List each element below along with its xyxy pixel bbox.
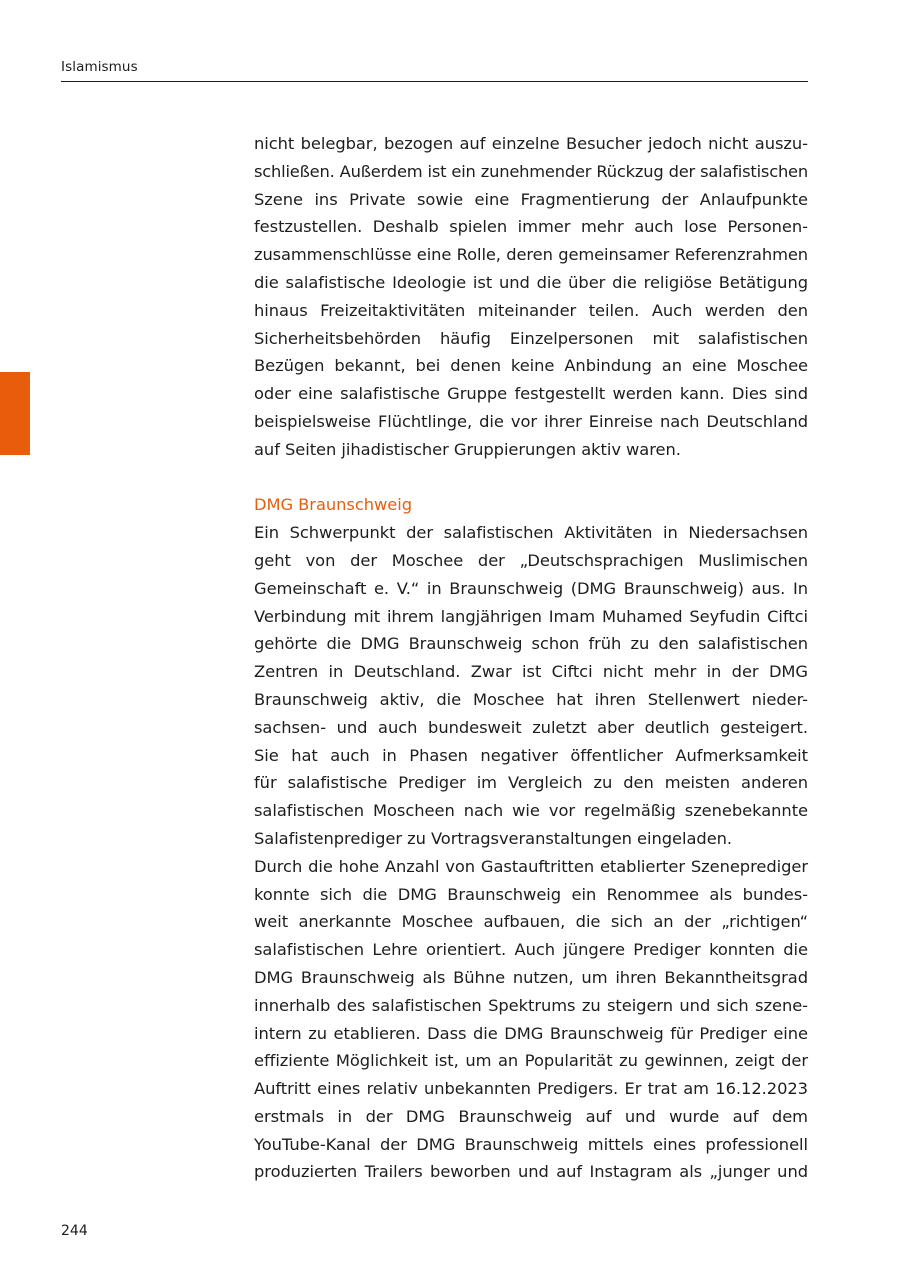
text-line: produzierten Trailers beworben und auf Instagram als „junger und: [254, 1162, 808, 1182]
text-line: Salafistenprediger zu Vortragsveranstaltungen eingeladen.: [254, 828, 733, 848]
text-line: Sicherheitsbehörden häufig Einzelpersonen mit salafistischen: [254, 328, 808, 348]
text-line: zusammenschlüsse eine Rolle, deren gemeinsamer Referenzrahmen: [254, 245, 808, 265]
text-line: DMG Braunschweig als Bühne nutzen, um ihren Bekanntheitsgrad: [254, 967, 808, 987]
text-line: die salafistische Ideologie ist und die über die religiöse Betätigung: [254, 272, 808, 292]
text-line: Szene ins Private sowie eine Fragmentierung der Anlaufpunkte: [254, 189, 808, 209]
text-line: effiziente Möglichkeit ist, um an Popularität zu gewinnen, zeigt der: [254, 1051, 808, 1071]
text-line: innerhalb des salafistischen Spektrums zu steigern und sich szene-: [254, 995, 808, 1015]
text-line: oder eine salafistische Gruppe festgestellt werden kann. Dies sind: [254, 384, 808, 404]
paragraph-1: [254, 130, 808, 464]
paragraph-gap: [254, 464, 808, 492]
text-line: Verbindung mit ihrem langjährigen Imam Muhamed Seyfudin Ciftci: [254, 606, 808, 626]
text-line: Durch die hohe Anzahl von Gastauftritten etablierter Szeneprediger: [254, 856, 808, 876]
text-line: sachsen- und auch bundesweit zuletzt aber deutlich gesteigert.: [254, 717, 808, 737]
text-line: weit anerkannte Moschee aufbauen, die sich an der „richtigen“: [254, 912, 808, 932]
text-line: schließen. Außerdem ist ein zunehmender Rückzug der salafistischen: [254, 161, 808, 181]
text-line: nicht belegbar, bezogen auf einzelne Besucher jedoch nicht auszu-: [254, 134, 808, 153]
text-line: für salafistische Prediger im Vergleich zu den meisten anderen: [254, 773, 808, 793]
text-line: gehörte die DMG Braunschweig schon früh zu den salafistischen: [254, 634, 808, 654]
text-line: YouTube-Kanal der DMG Braunschweig mittels eines professionell: [254, 1134, 808, 1154]
text-line: Sie hat auch in Phasen negativer öffentlicher Aufmerksamkeit: [254, 745, 808, 765]
body-text: [254, 130, 808, 1186]
text-line: Auftritt eines relativ unbekannten Predigers. Er trat am 16.12.2023: [254, 1079, 808, 1099]
section-heading: DMG Braunschweig: [254, 495, 412, 515]
text-line: Ein Schwerpunkt der salafistischen Aktivitäten in Niedersachsen: [254, 523, 808, 543]
text-line: konnte sich die DMG Braunschweig ein Renommee als bundes-: [254, 884, 808, 904]
text-line: auf Seiten jihadistischer Gruppierungen aktiv waren.: [254, 439, 681, 459]
text-line: hinaus Freizeitaktivitäten miteinander teilen. Auch werden den: [254, 300, 808, 320]
paragraph-2: [254, 519, 808, 853]
text-line: Bezügen bekannt, bei denen keine Anbindung an eine Moschee: [254, 356, 808, 376]
text-line: salafistischen Lehre orientiert. Auch jüngere Prediger konnten die: [254, 940, 808, 960]
text-line: beispielsweise Flüchtlinge, die vor ihrer Einreise nach Deutschland: [254, 411, 808, 431]
text-line: festzustellen. Deshalb spielen immer mehr auch lose Personen-: [254, 217, 808, 237]
page-number: 244: [61, 1223, 88, 1239]
chapter-marker-tab: [0, 372, 30, 455]
running-header: Islamismus: [61, 59, 138, 75]
paragraph-3: [254, 853, 808, 1187]
text-line: Braunschweig aktiv, die Moschee hat ihren Stellenwert nieder-: [254, 689, 808, 709]
text-line: Gemeinschaft e. V.“ in Braunschweig (DMG Braunschweig) aus. In: [254, 578, 808, 598]
text-line: intern zu etablieren. Dass die DMG Braunschweig für Prediger eine: [254, 1023, 808, 1043]
text-line: Zentren in Deutschland. Zwar ist Ciftci nicht mehr in der DMG: [254, 662, 808, 682]
text-line: erstmals in der DMG Braunschweig auf und wurde auf dem: [254, 1106, 808, 1126]
text-line: geht von der Moschee der „Deutschsprachigen Muslimischen: [254, 550, 808, 570]
text-line: salafistischen Moscheen nach wie vor regelmäßig szenebekannte: [254, 801, 808, 821]
header-rule: [61, 81, 808, 82]
